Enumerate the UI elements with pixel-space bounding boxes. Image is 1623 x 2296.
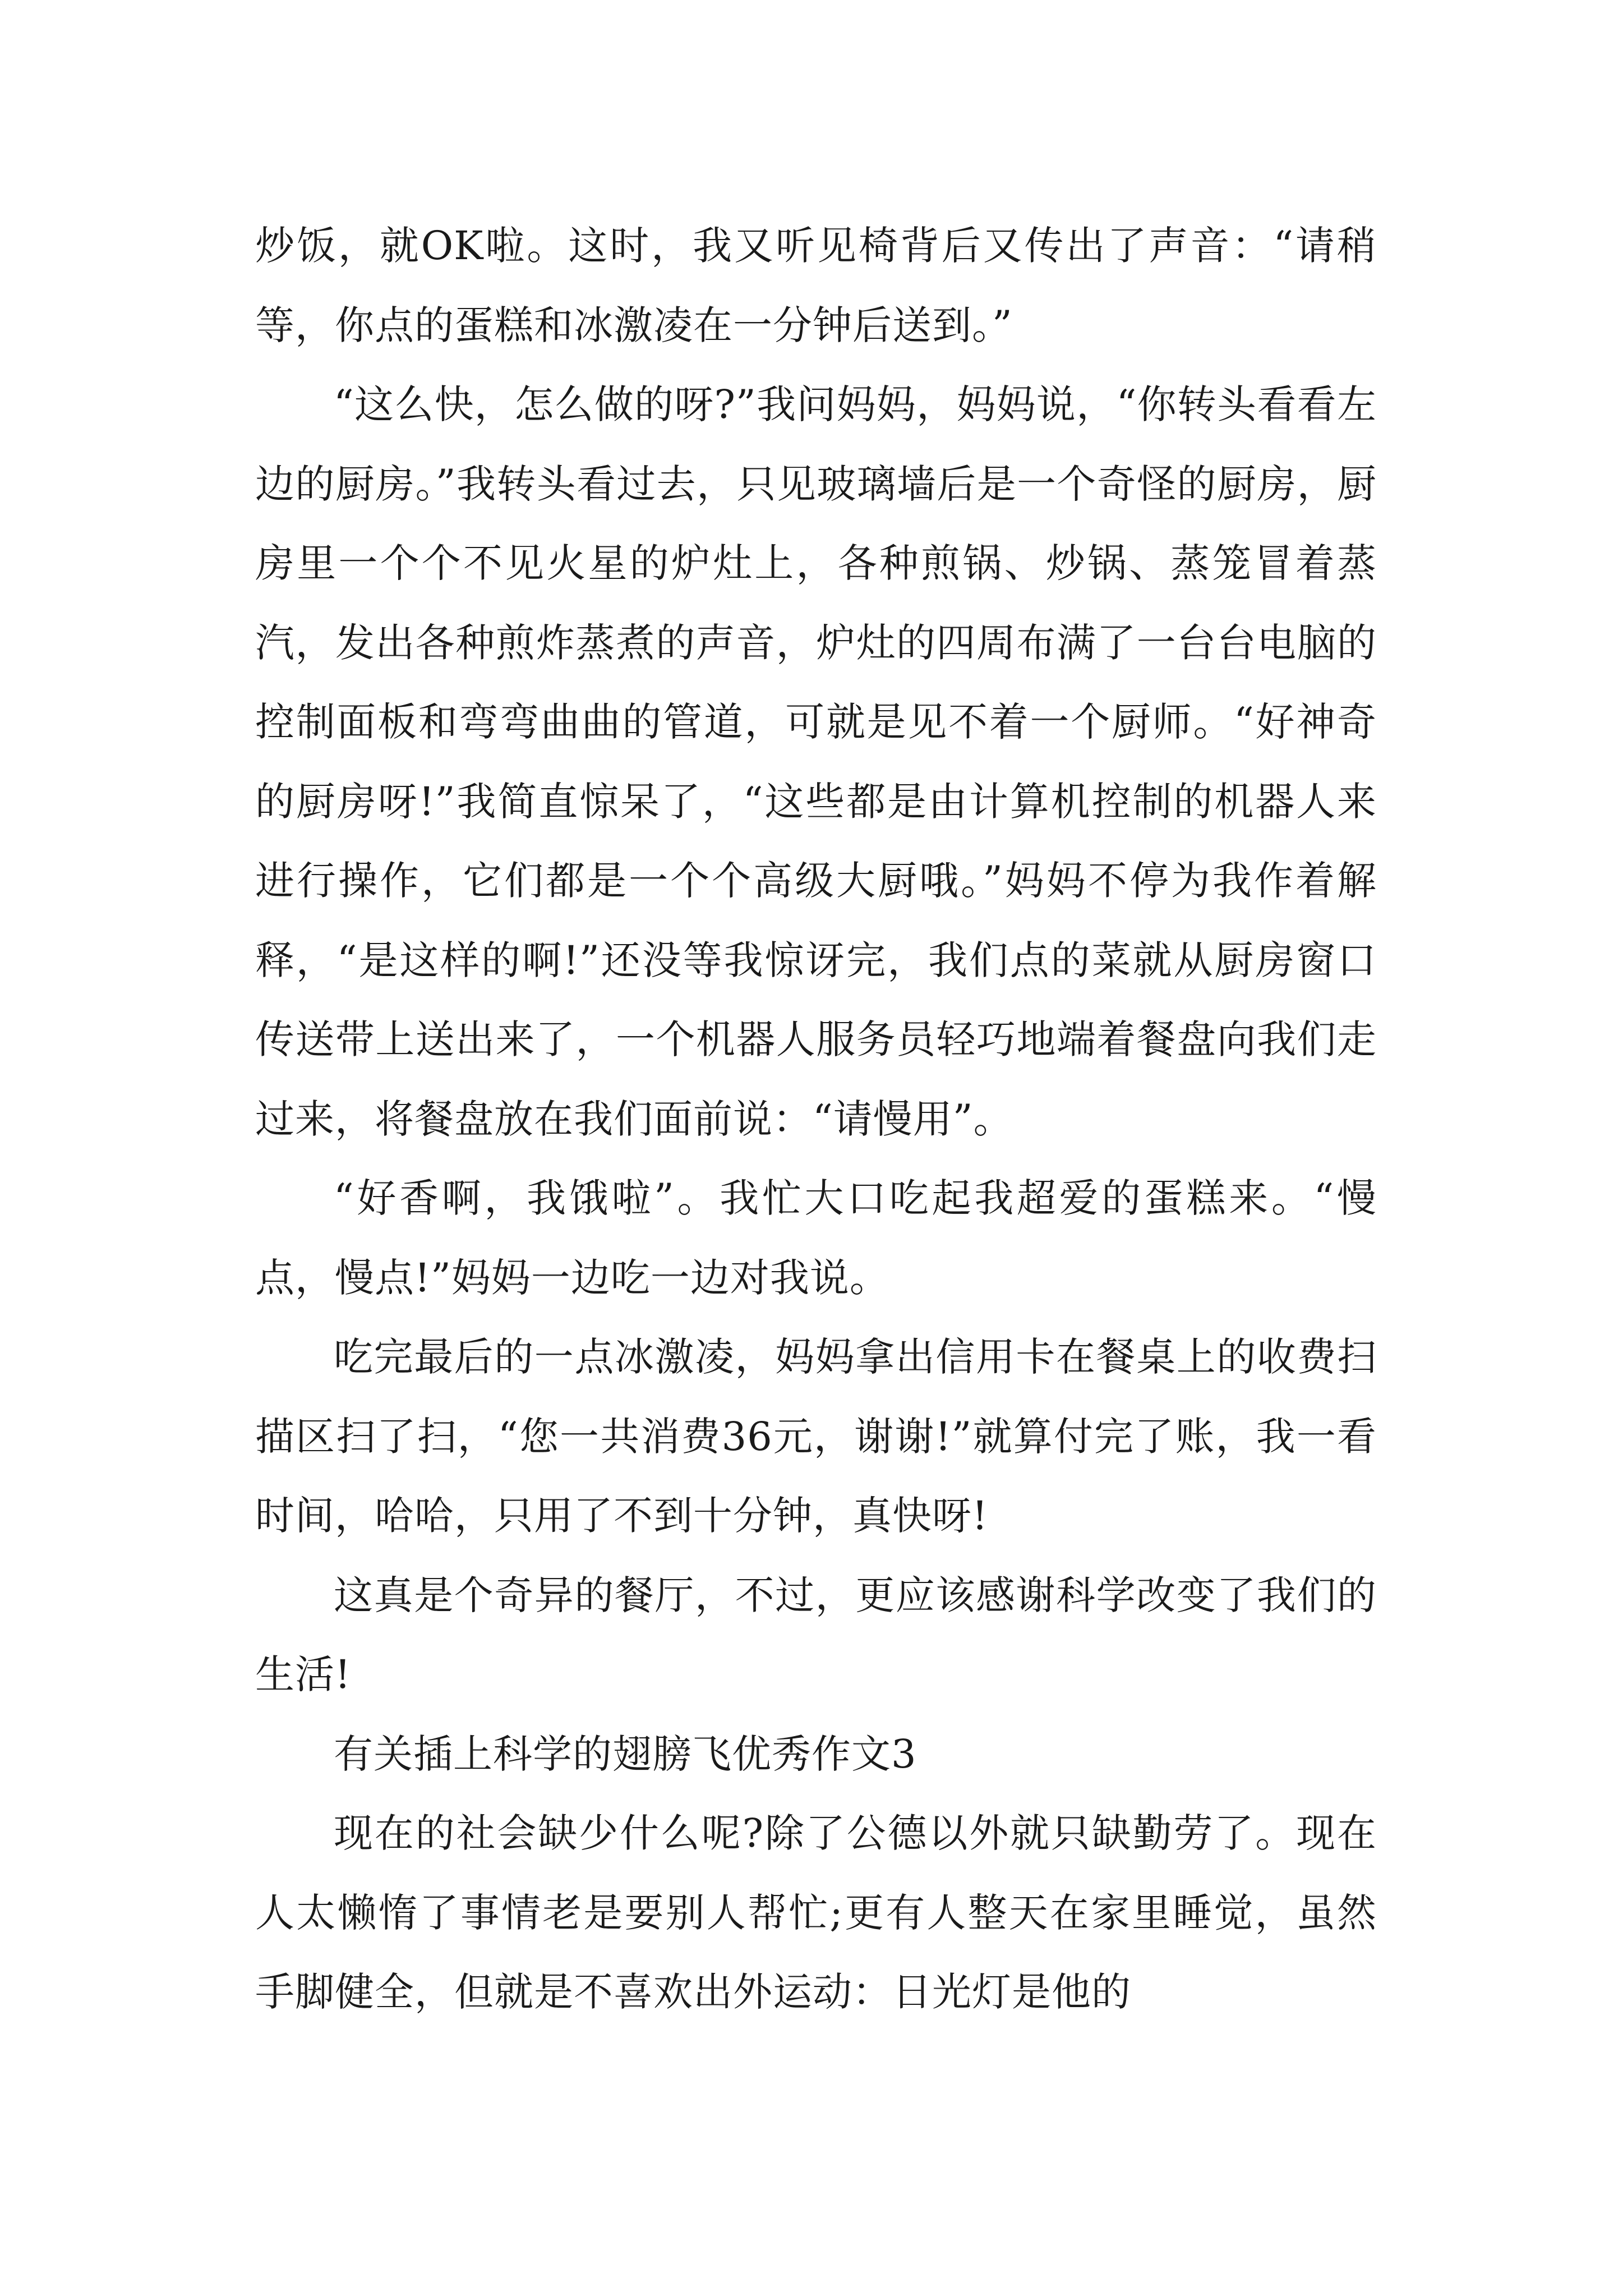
document-body [255,206,1377,2032]
paragraph-payment: 吃完最后的一点冰激凌，妈妈拿出信用卡在餐桌上的收费扫描区扫了扫，“您一共消费36元，谢谢!”就算付完了账，我一看时间，哈哈，只用了不到十分钟，真快呀! [255,1334,1377,1539]
paragraph-kitchen: “这么快，怎么做的呀?”我问妈妈，妈妈说，“你转头看看左边的厨房。”我转头看过去，只见玻璃墙后是一个奇怪的厨房，厨房里一个个不见火星的炉灶上，各种煎锅、炒锅、蒸笼冒着蒸汽，发出各种煎炸蒸煮的声音，炉灶的四周布满了一台台电脑的控制面板和弯弯曲曲的管道，可就是见不着一个厨师。“好神奇的厨房呀!”我简直惊呆了，“这些都是由计算机控制的机器人来进行操作，它们都是一个个高级大厨哦。”妈妈不停为我作着解释，“是这样的啊!”还没等我惊讶完，我们点的菜就从厨房窗口传送带上送出来了，一个机器人服务员轻巧地端着餐盘向我们走过来，将餐盘放在我们面前说：“请慢用”。 [255,381,1377,1142]
essay-heading: 有关插上科学的翅膀飞优秀作文3 [334,1731,917,1777]
paragraph-cake: “好香啊，我饿啦”。我忙大口吃起我超爱的蛋糕来。“慢点，慢点!”妈妈一边吃一边对我说。 [255,1175,1377,1301]
paragraph-society: 现在的社会缺少什么呢?除了公德以外就只缺勤劳了。现在人太懒惰了事情老是要别人帮忙;更有人整天在家里睡觉，虽然手脚健全，但就是不喜欢出外运动：日光灯是他的 [255,1810,1377,2015]
paragraph-conclusion: 这真是个奇异的餐厅，不过，更应该感谢科学改变了我们的生活! [255,1572,1377,1697]
paragraph-continuation: 炒饭，就OK啦。这时，我又听见椅背后又传出了声音：“请稍等，你点的蛋糕和冰激凌在一分钟后送到。” [255,223,1377,348]
